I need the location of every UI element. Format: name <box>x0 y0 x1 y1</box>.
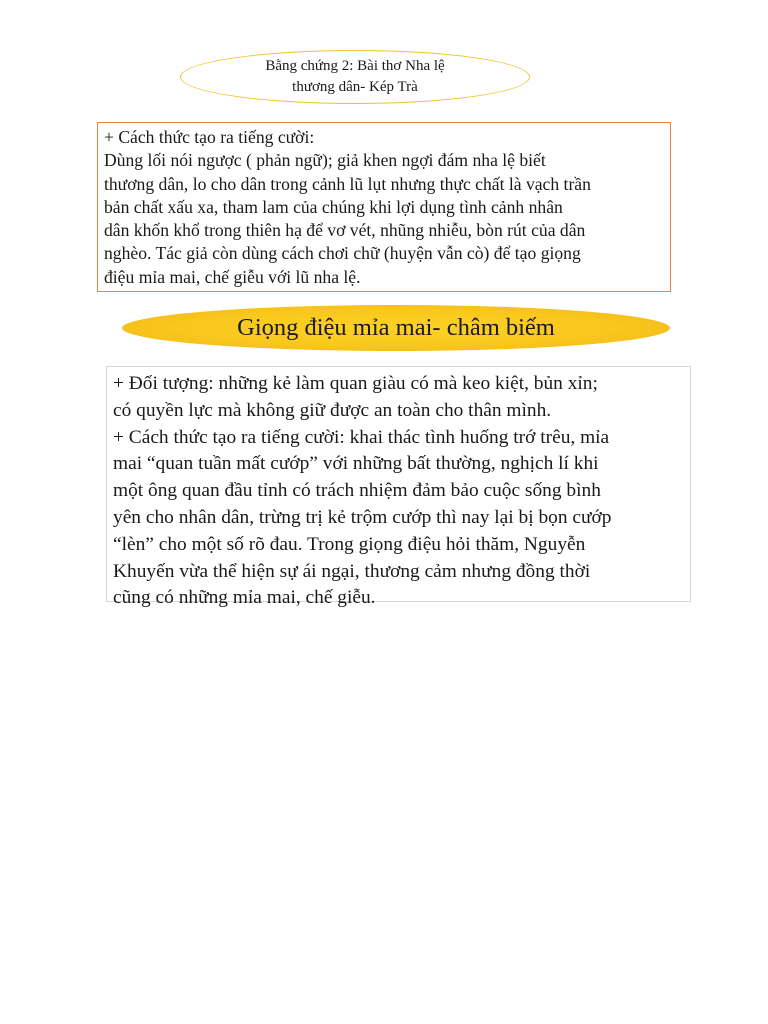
box2-line: cũng có những mỉa mai, chế giễu. <box>113 587 376 609</box>
box2-line: “lèn” cho một số rõ đau. Trong giọng điệu hỏi thăm, Nguyễn <box>113 533 586 555</box>
box1-line: điệu mỉa mai, chế giễu với lũ nha lệ. <box>104 266 361 287</box>
laughter-method-box <box>97 122 671 292</box>
tone-banner-label: Giọng điệu mỉa mai- châm biếm <box>237 314 555 341</box>
box2-line: + Đối tượng: những kẻ làm quan giàu có mà keo kiệt, bủn xỉn; <box>113 373 598 394</box>
tone-banner <box>122 305 670 351</box>
evidence-title-oval <box>180 50 530 104</box>
box2-line: Khuyến vừa thể hiện sự ái ngại, thương cảm nhưng đồng thời <box>113 560 591 582</box>
evidence-title-line-2: thương dân- Kép Trà <box>292 79 418 95</box>
box2-line: + Cách thức tạo ra tiếng cười: khai thác tình huống trớ trêu, mỉa <box>113 426 610 448</box>
box2-line: có quyền lực mà không giữ được an toàn cho thân mình. <box>113 399 552 421</box>
evidence-title-line-1: Bằng chứng 2: Bài thơ Nha lệ <box>265 58 445 74</box>
box1-line: Dùng lối nói ngược ( phản ngữ); giả khen ngợi đám nha lệ biết <box>104 150 546 171</box>
box2-line: yên cho nhân dân, trừng trị kẻ trộm cướp thì nay lại bị bọn cướp <box>113 506 612 528</box>
target-and-method-box <box>106 366 691 609</box>
box1-line: nghèo. Tác giả còn dùng cách chơi chữ (huyện vẫn cò) để tạo giọng <box>104 243 581 264</box>
box1-line: + Cách thức tạo ra tiếng cười: <box>104 127 315 147</box>
box2-line: mai “quan tuần mất cướp” với những bất thường, nghịch lí khi <box>113 453 599 475</box>
box2-line: một ông quan đầu tỉnh có trách nhiệm đảm bảo cuộc sống bình <box>113 480 601 502</box>
box1-line: thương dân, lo cho dân trong cảnh lũ lụt nhưng thực chất là vạch trần <box>104 173 591 194</box>
box1-line: bản chất xấu xa, tham lam của chúng khi lợi dụng tình cảnh nhân <box>104 196 563 217</box>
box1-line: dân khốn khổ trong thiên hạ để vơ vét, nhũng nhiễu, bòn rút của dân <box>104 220 586 241</box>
